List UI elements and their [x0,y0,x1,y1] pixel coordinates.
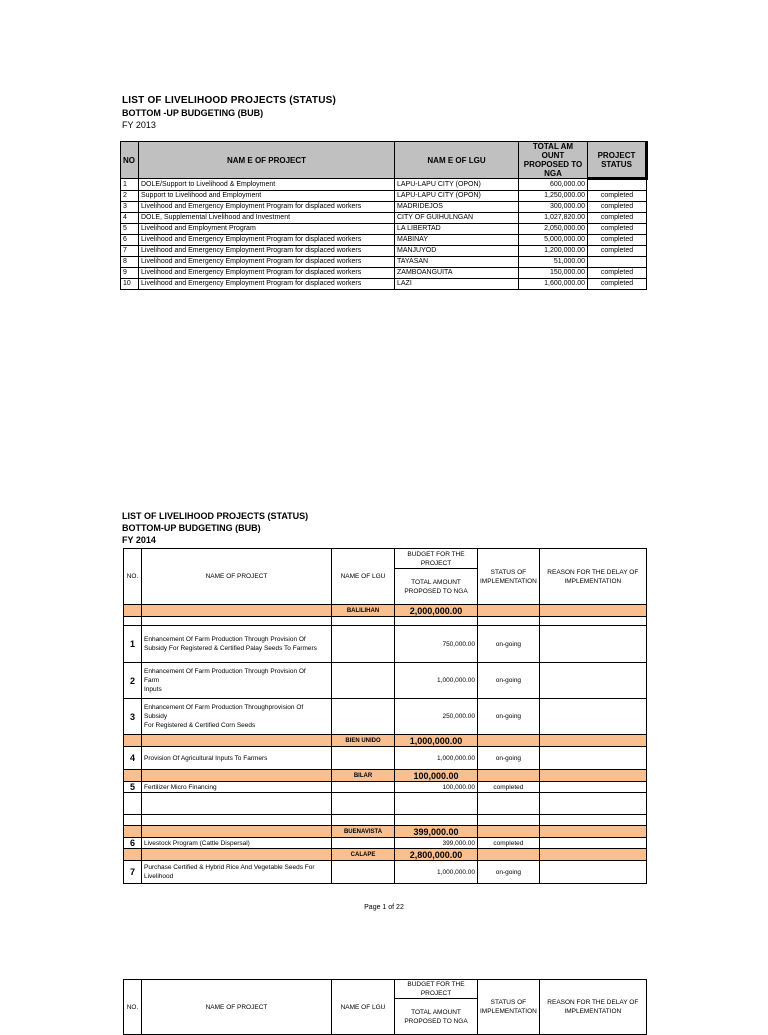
row-project: Livelihood and Emergency Employment Program for displaced workers [139,257,395,268]
row-no: 3 [121,202,139,213]
project-no: 6 [124,838,142,849]
lgu-group-row [124,735,647,747]
row-lgu: LAPU-LAPU CITY (OPON) [395,191,519,202]
fy2013-year: FY 2013 [122,120,156,130]
row-project: DOLE, Supplemental Livelihood and Investment [139,213,395,224]
fy2014-header-project: NAME OF PROJECT [142,549,332,605]
row-amount: 300,000.00 [519,202,588,213]
group-amount: 2,000,000.00 [395,605,478,617]
project-no: 1 [124,626,142,663]
project-amount: 250,000.00 [395,699,478,735]
table-row [124,861,647,884]
table-row [121,179,647,191]
row-no: 2 [121,191,139,202]
row-project: Livelihood and Emergency Employment Program for displaced workers [139,202,395,213]
row-status: completed [588,279,647,290]
cont-header-project: NAME OF PROJECT [142,980,332,1035]
fy2014-table [123,548,647,884]
cont-header-budget: BUDGET FOR THE PROJECT [395,980,478,999]
fy2014-subtitle: BOTTOM-UP BUDGETING (BUB) [122,523,261,533]
continuation-table [123,979,647,1035]
row-no: 10 [121,279,139,290]
project-status: completed [478,838,540,849]
project-amount: 1,000,000.00 [395,663,478,699]
row-no: 9 [121,268,139,279]
row-project: Support to Livelihood and Employment [139,191,395,202]
fy2013-header-amount: TOTAL AM OUNT PROPOSED TO NGA [519,142,588,179]
project-amount: 750,000.00 [395,626,478,663]
fy2014-header-lgu: NAME OF LGU [332,549,395,605]
project-no: 7 [124,861,142,884]
row-amount: 600,000.00 [519,179,588,191]
row-amount: 150,000.00 [519,268,588,279]
project-status: on-going [478,861,540,884]
page-number: Page 1 of 22 [364,904,404,911]
table-row [121,268,647,279]
fy2013-header-lgu: NAM E OF LGU [395,142,519,179]
row-amount: 1,200,000.00 [519,246,588,257]
row-no: 4 [121,213,139,224]
row-status: completed [588,224,647,235]
row-lgu: MANJUYOD [395,246,519,257]
row-lgu: LAZI [395,279,519,290]
row-no: 7 [121,246,139,257]
row-lgu: CITY OF GUIHULNGAN [395,213,519,224]
row-amount: 5,000,000.00 [519,235,588,246]
fy2014-header-budget: BUDGET FOR THE PROJECT [395,549,478,569]
cont-header-amount: TOTAL AMOUNT PROPOSED TO NGA [395,999,478,1035]
project-name: Fertilizer Micro Financing [142,782,332,793]
group-amount: 399,000.00 [395,826,478,838]
group-lgu: BIEN UNIDO [332,735,395,747]
cont-header-status: STATUS OF IMPLEMENTATION [478,980,540,1035]
row-amount: 2,050,000.00 [519,224,588,235]
row-project: Livelihood and Emergency Employment Program for displaced workers [139,246,395,257]
cont-header-no: NO. [124,980,142,1035]
row-lgu: MABINAY [395,235,519,246]
row-no: 6 [121,235,139,246]
row-project: Livelihood and Emergency Employment Program for displaced workers [139,268,395,279]
cont-header-reason: REASON FOR THE DELAY OF IMPLEMENTATION [539,980,646,1035]
lgu-group-row [124,849,647,861]
project-name: Enhancement Of Farm Production Through Provision Of Subsidy For Registered & Certified Palay Seeds To Farmers [142,626,332,663]
project-name: Purchase Certified & Hybrid Rice And Vegetable Seeds For Livelihood [142,861,332,884]
fy2014-title: LIST OF LIVELIHOOD PROJECTS (STATUS) [122,511,309,521]
row-status: completed [588,268,647,279]
cont-header-lgu: NAME OF LGU [332,980,395,1035]
fy2014-header-no: NO. [124,549,142,605]
table-row [124,663,647,699]
group-lgu: BUENAVISTA [332,826,395,838]
row-project: DOLE/Support to Livelihood & Employment [139,179,395,191]
row-status: completed [588,246,647,257]
group-lgu: BALILIHAN [332,605,395,617]
project-amount: 399,000.00 [395,838,478,849]
row-status [588,179,647,191]
row-lgu: TAYASAN [395,257,519,268]
row-lgu: MADRIDEJOS [395,202,519,213]
table-row [121,257,647,268]
row-project: Livelihood and Employment Program [139,224,395,235]
row-lgu: LA LIBERTAD [395,224,519,235]
table-row [121,213,647,224]
project-status: on-going [478,663,540,699]
row-project: Livelihood and Emergency Employment Program for displaced workers [139,279,395,290]
lgu-group-row [124,605,647,617]
row-amount: 1,600,000.00 [519,279,588,290]
lgu-group-row [124,826,647,838]
project-amount: 100,000.00 [395,782,478,793]
fy2014-header-status: STATUS OF IMPLEMENTATION [478,549,540,605]
row-amount: 1,027,820.00 [519,213,588,224]
fy2013-header-no: NO [121,142,139,179]
row-status [588,257,647,268]
project-no: 3 [124,699,142,735]
project-name: Provision Of Agricultural Inputs To Farmers [142,747,332,770]
fy2014-header-amount: TOTAL AMOUNT PROPOSED TO NGA [395,569,478,605]
fy2013-title: LIST OF LIVELIHOOD PROJECTS (STATUS) [122,95,337,106]
table-row [121,202,647,213]
row-status: completed [588,213,647,224]
table-row [124,782,647,793]
table-row [124,699,647,735]
fy2014-year: FY 2014 [122,535,156,545]
project-status: on-going [478,626,540,663]
row-status: completed [588,191,647,202]
lgu-group-row [124,770,647,782]
table-row [124,626,647,663]
group-lgu: BILAR [332,770,395,782]
group-amount: 100,000.00 [395,770,478,782]
fy2013-header-project: NAM E OF PROJECT [139,142,395,179]
table-row [121,279,647,290]
project-status: on-going [478,699,540,735]
row-project: Livelihood and Emergency Employment Program for displaced workers [139,235,395,246]
row-lgu: ZAMBOANGUITA [395,268,519,279]
group-amount: 2,800,000.00 [395,849,478,861]
project-no: 5 [124,782,142,793]
row-no: 1 [121,179,139,191]
fy2013-header-status: PROJECT STATUS [588,142,647,179]
row-amount: 51,000.00 [519,257,588,268]
project-name: Livestock Program (Cattle Dispersal) [142,838,332,849]
project-amount: 1,000,000.00 [395,747,478,770]
project-no: 2 [124,663,142,699]
row-status: completed [588,202,647,213]
fy2014-header-reason: REASON FOR THE DELAY OF IMPLEMENTATION [539,549,646,605]
row-amount: 1,250,000.00 [519,191,588,202]
table-row [121,235,647,246]
project-status: completed [478,782,540,793]
project-no: 4 [124,747,142,770]
table-row [121,224,647,235]
row-no: 5 [121,224,139,235]
table-row [121,246,647,257]
project-status: on-going [478,747,540,770]
row-no: 8 [121,257,139,268]
table-row [124,747,647,770]
row-status: completed [588,235,647,246]
table-row [121,191,647,202]
project-amount: 1,000,000.00 [395,861,478,884]
group-amount: 1,000,000.00 [395,735,478,747]
group-lgu: CALAPE [332,849,395,861]
table-row [124,838,647,849]
fy2013-table [120,141,648,290]
project-name: Enhancement Of Farm Production Through Provision Of Farm Inputs [142,663,332,699]
fy2013-subtitle: BOTTOM -UP BUDGETING (BUB) [122,108,264,118]
row-lgu: LAPU-LAPU CITY (OPON) [395,179,519,191]
project-name: Enhancement Of Farm Production Throughprovision Of Subsidy For Registered & Certified Corn Seeds [142,699,332,735]
